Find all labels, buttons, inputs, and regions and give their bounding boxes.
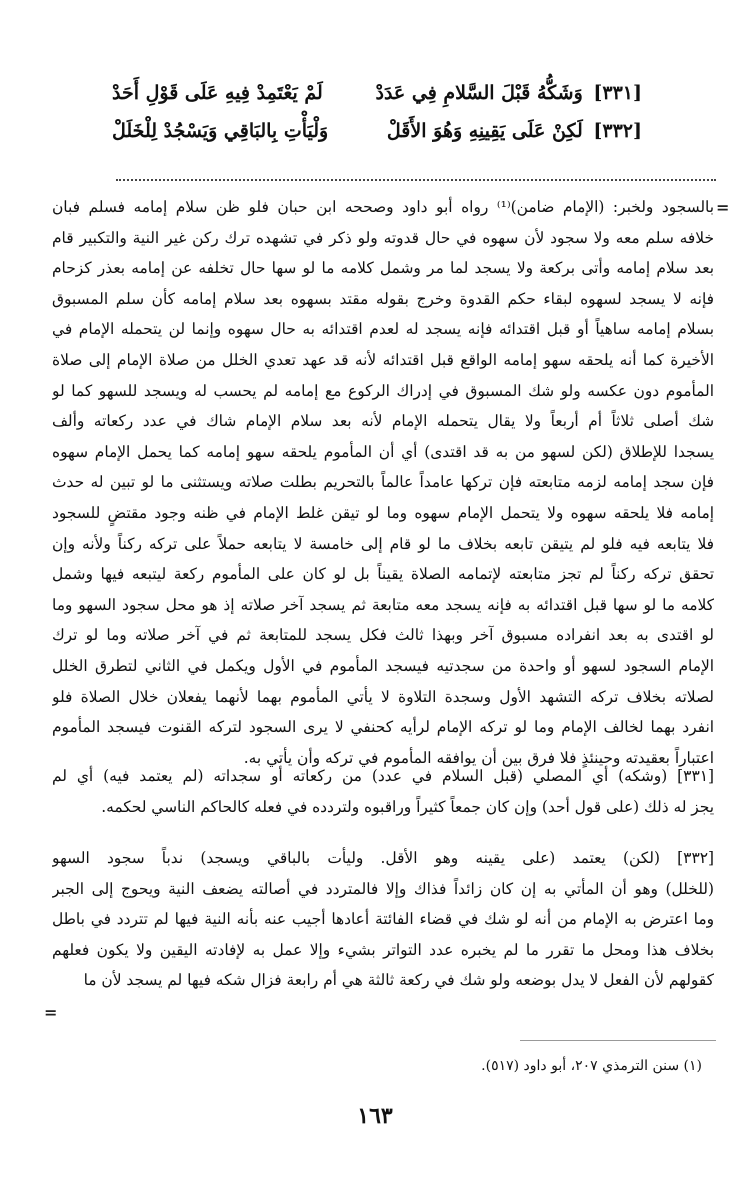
text-line: الأخيرة كما أنه يلحقه سهو إمامه الواقع قبل اقتدائه لأنه قد عهد تعدي الخلل من صلاة الإمام إلى صلاة <box>52 350 714 369</box>
verse-block <box>112 82 642 158</box>
verse-second-hemistich: لَمْ يَعْتَمِدْ فِيهِ عَلَى قَوْلِ أَحَدْ <box>112 82 323 104</box>
text-line: فإن سجد إمامه لزمه متابعته فإن تركها عامداً عالماً بالتحريم بطلت صلاته ويستثنى ما لو تبين له حدث <box>52 473 714 492</box>
footnote-rule <box>520 1040 716 1041</box>
text-line: فلا يتابعه فيه فلو لم يتيقن تابعه بخلاف ما لو قام إلى خامسة لا يتابعه حملاً على تركه ركناً ولأنه وإن <box>52 534 714 553</box>
text-line: الإمام السجود لسهو أو واحدة من سجدتيه فيسجد المأموم في الأول ويكمل في الثاني لتطرق الخلل <box>52 656 714 675</box>
text-line: إمامه فلا يلحقه سهوه ولا يتحمل الإمام سهوه وما لو تيقن غلط الإمام في ظنه وجود مقتضٍ للسجود <box>52 503 714 522</box>
text-line: شك أصلى ثلاثاً أم أربعاً ولا يقال يتحمله الإمام لأنه بعد سلام الإمام شاك في عدد ركعاته وألف <box>52 412 714 431</box>
verse-row <box>112 82 642 120</box>
text-line: (للخلل) وهو أن المأتي به إن كان زائداً فذاك وإلا فالمتردد في أصالته يضعف النية ويحوج إلى الجبر <box>52 879 714 898</box>
page-number: ١٦٣ <box>357 1103 393 1129</box>
text-line: انفرد بهما لخالف الإمام وما لو تركه الإمام لرأيه كحنفي لا يرى السجود لتركه القنوت فيسجد المأموم <box>52 718 714 737</box>
text-line: يجز له ذلك (على قول أحد) وإن كان جمعاً كثيراً وراقبوه ولتردده في فعله كالحاكم الناسي لحكمه. <box>101 797 714 816</box>
commentary-text <box>52 192 714 773</box>
text-line: وما اعترض به الإمام من أنه لو شك في قضاء الفائتة أعادها أجيب عنه بأنه النية فيها لم تتردد في باطل <box>52 910 714 929</box>
text-line: بخلاف هذا ومحل ما تقرر ما لم يخبره عدد التواتر بشيء وإلا عمل به لإفادته اليقين ولا يكون فعلهم <box>52 940 714 959</box>
text-line: لو اقتدى به بعد انفراده مسبوق آخر وبهذا ثالث فكل يسجد للمتابعة ثم في آخر صلاته وما لو ترك <box>52 626 714 645</box>
text-line: بالسجود ولخبر: (الإمام ضامن)⁽¹⁾ رواه أبو داود وصححه ابن حبان فلو ظن سلام إمامه فسلم فبان <box>52 198 714 216</box>
commentary-verse-331 <box>52 761 714 822</box>
verse-second-hemistich: وَلْيَأْتِ بِالبَاقِي وَيَسْجُدْ لِلْخَلَلْ <box>112 120 329 142</box>
verse-row <box>112 120 642 158</box>
text-line: [٣٣٢] (لكن) يعتمد (على يقينه وهو الأقل. وليأت بالباقي ويسجد) ندباً سجود السهو <box>52 849 714 867</box>
text-line: فإنه لا يسجد لسهوه لبقاء حكم القدوة وخرج بقوله مقتد بسهوه بعد سلام إمامه كأن سلم المسبوق <box>52 289 714 308</box>
text-line: كلامه ما لو سها قبل اقتدائه به فإنه يسجد معه متابعة ثم يسجد آخر صلاته إذ هو محل سجود السهو وما <box>52 595 714 614</box>
text-line: [٣٣١] (وشكه) أي المصلي (قبل السلام في عدد) من ركعاته أو سجداته (لم يعتمد فيه) أي لم <box>52 767 714 785</box>
text-line: المأموم دون عكسه ولو شك المسبوق في إدراك الركوع مع إمامه لم يحسب له ويسجد للسهو كما لو <box>52 381 714 400</box>
verse-number: [٣٣١] <box>593 82 642 104</box>
continuation-mark: = <box>44 1003 58 1022</box>
text-line: بسلام إمامه ساهياً أو قبل اقتدائه فإنه يسجد له لعدم اقتدائه به حال سهوه وإنما لن يتحمله الإمام في <box>52 320 714 339</box>
verse-first-hemistich: [٣٣٢] لَكِنْ عَلَى يَقِينِهِ وَهُوَ الأَقَلْ <box>386 120 642 142</box>
footnote: (١) سنن الترمذي ٢٠٧، أبو داود (٥١٧). <box>481 1058 702 1074</box>
text-line: اعتباراً بعقيدته وحينئذٍ فلا فرق بين أن يوافقه المأموم في تركه وأن يأتي به. <box>243 748 714 767</box>
commentary-verse-332 <box>52 843 714 996</box>
verse-number: [٣٣٢] <box>593 120 642 142</box>
text-line: بعد سلام إمامه وأتى بركعة ولا يسجد لما مر وشمل كلامه ما لو سها حال تخلفه عن إمامه بعذر كزحام <box>52 259 714 278</box>
text-line: لصلاته بخلاف تركه التشهد الأول وسجدة التلاوة لا يأتي المأموم بهما لأنهما يفعلان خلال الصلاة فلو <box>52 687 714 706</box>
dotted-separator <box>116 179 716 181</box>
text-line: يسجدا للإطلاق (لكن لسهو من به قد اقتدى) أي أن المأموم يلحقه سهو إمامه كما يحمل الإمام سهوه <box>52 442 714 461</box>
text-line: تحقق تركه ركناً لم تجز متابعته لإتمامه الصلاة يقيناً بل لو كان على المأموم ركعة ليتبعه فيها وشمل <box>52 565 714 584</box>
text-line: كقولهم لأن الفعل لا يدل بوضعه ولو شك في ركعة ثالثة هي أم رابعة فزال شكه فيها لم يسجد لأن ما <box>83 971 714 990</box>
text-line: خلافه سلم معه ولا سجود لأن سهوه في حال قدوته ولو ذكر في تشهده ترك ركن غير النية والتكبير قام <box>52 228 714 247</box>
verse-first-hemistich: [٣٣١] وَشَكُّهُ قَبْلَ السَّلامِ فِي عَدَدْ <box>375 82 642 104</box>
continuation-mark: = <box>716 198 730 217</box>
